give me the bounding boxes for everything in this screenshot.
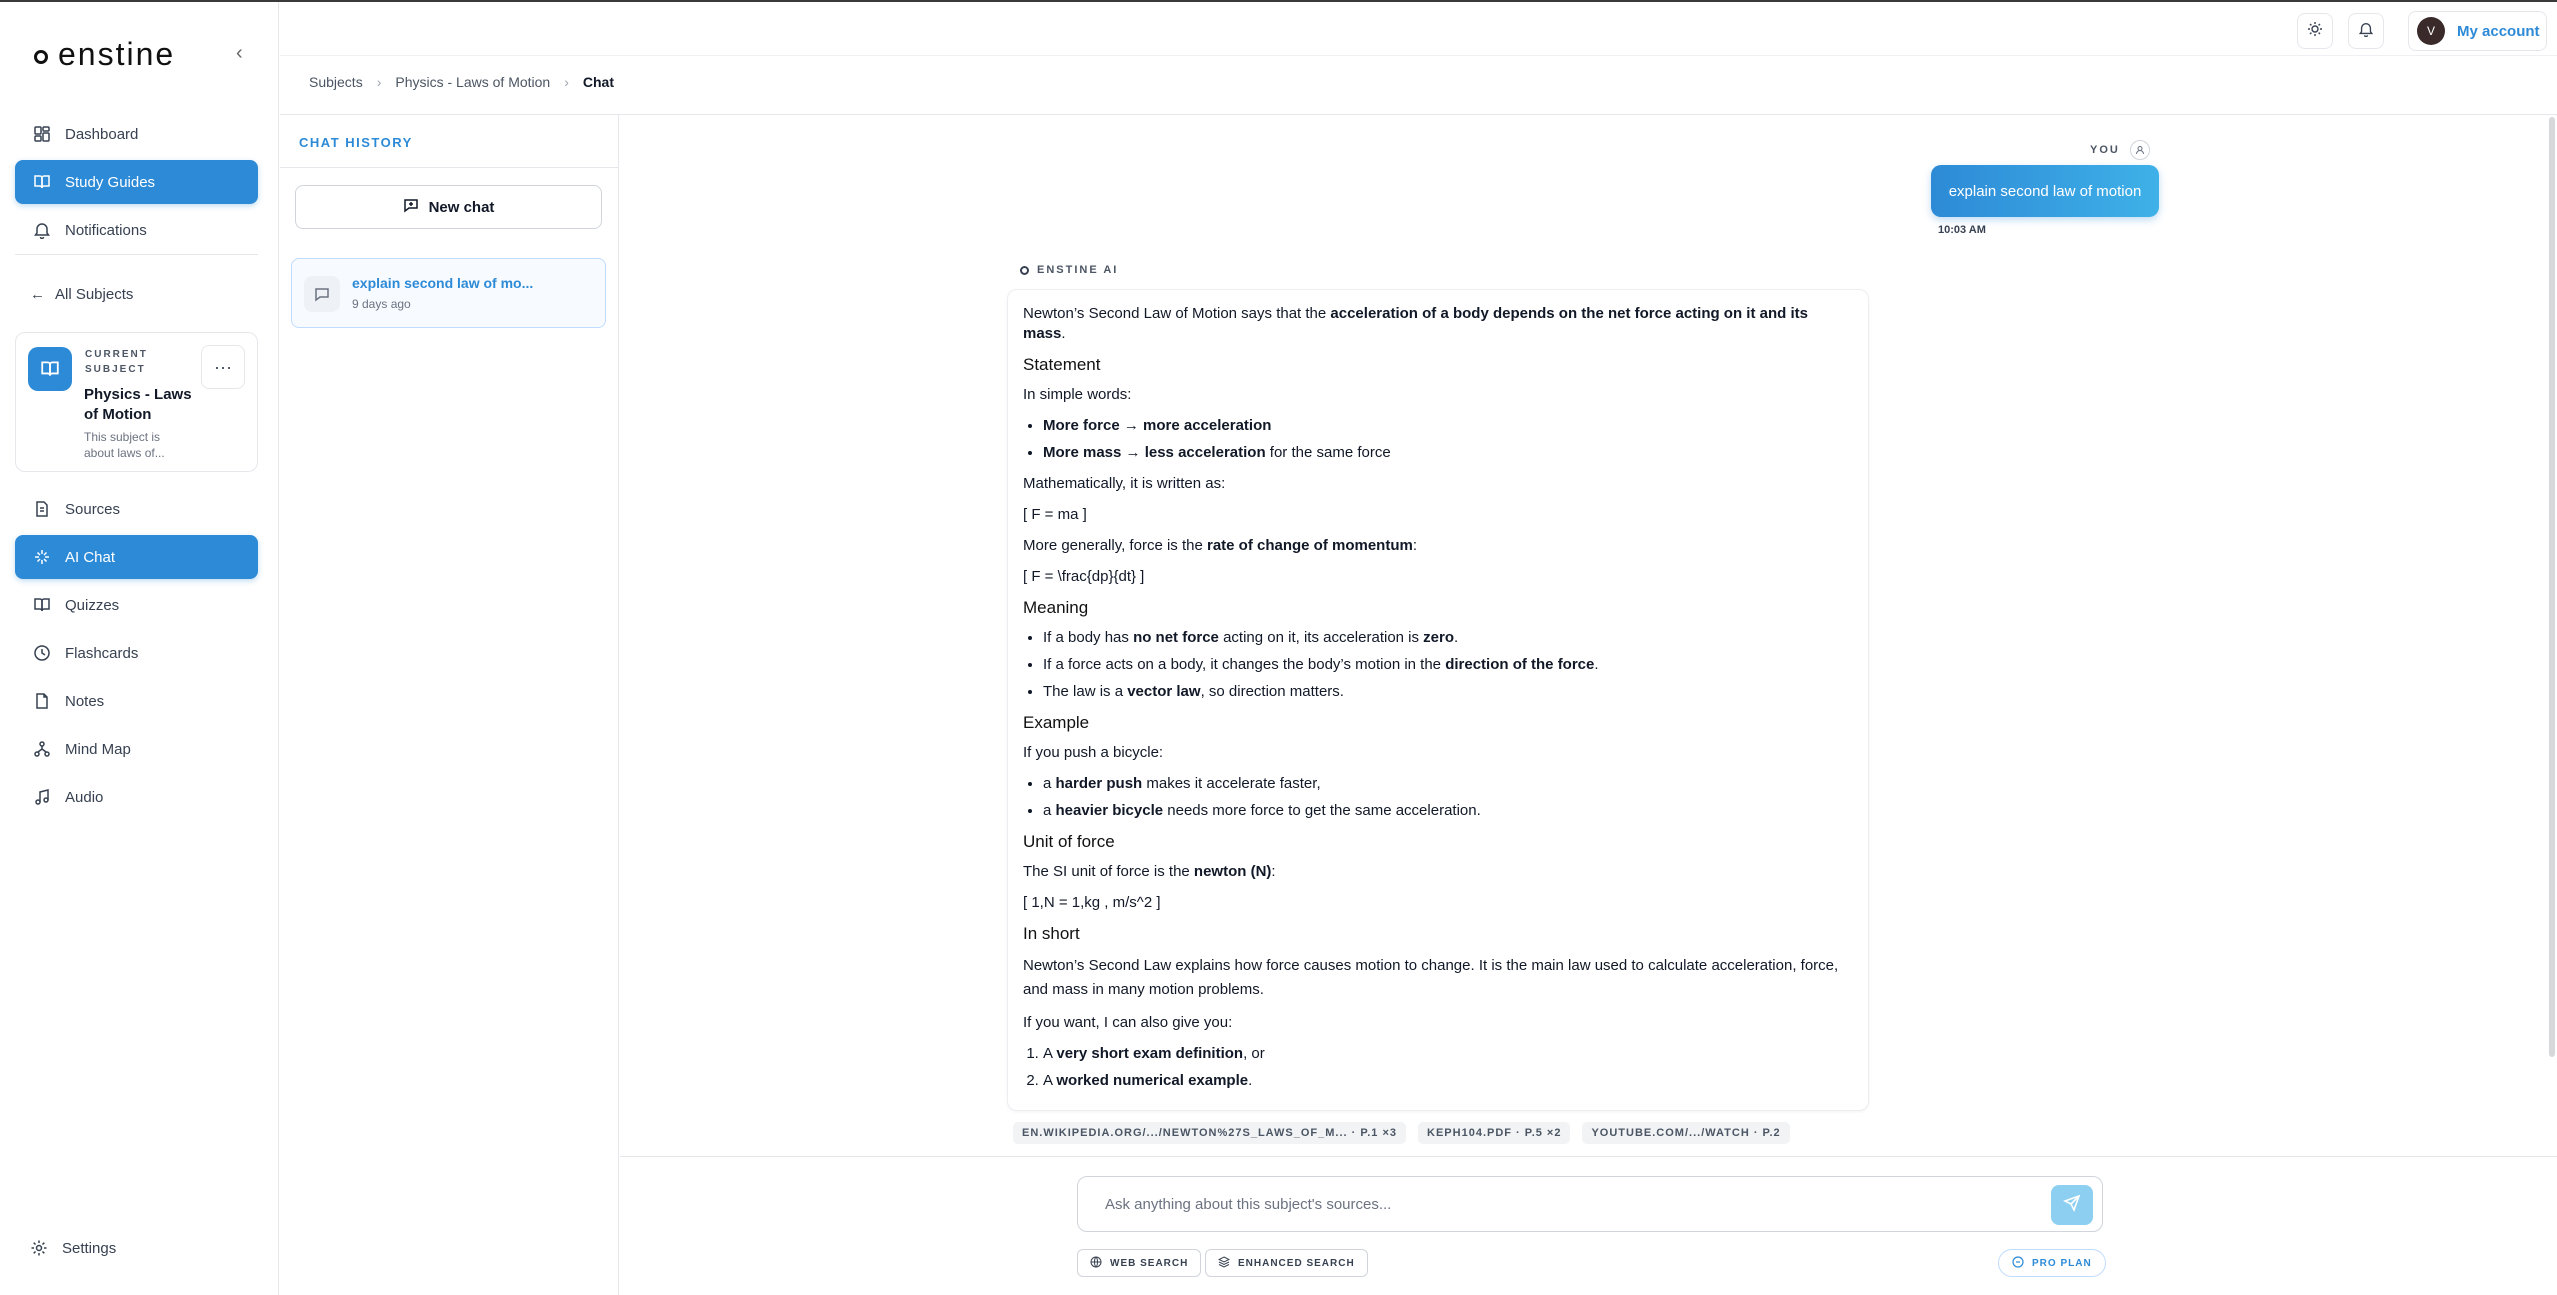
user-message-time: 10:03 AM — [1938, 224, 1986, 236]
notifications-button[interactable] — [2348, 13, 2384, 49]
chat-history-item[interactable] — [291, 258, 606, 328]
layers-icon — [1218, 1256, 1230, 1271]
breadcrumb — [309, 74, 614, 90]
brand-name: enstine — [58, 36, 176, 72]
chat-history-item-time: 9 days ago — [352, 297, 411, 311]
short-summary: Newton’s Second Law explains how force causes motion to change. It is the main law used to calculate acceleration, force, and mass in many motion problems. — [1023, 957, 1839, 998]
sidebar-divider — [15, 254, 258, 255]
info-circle-icon — [2012, 1256, 2024, 1271]
example-intro: If you push a bicycle: — [1023, 744, 1164, 761]
source-chip[interactable]: EN.WIKIPEDIA.ORG/.../NEWTON%27S_LAWS_OF_M... · P.1 ×3 — [1013, 1122, 1406, 1144]
sidebar-item-audio[interactable] — [15, 775, 258, 819]
assistant-message-card — [1007, 289, 1869, 1111]
chevron-right-icon: › — [564, 74, 569, 90]
sidebar-item-quizzes[interactable] — [15, 583, 258, 627]
sidebar-item-notifications[interactable] — [15, 208, 258, 252]
sidebar-item-label: Sources — [65, 500, 121, 518]
book-icon — [33, 173, 51, 191]
sidebar-item-label: Notes — [65, 692, 105, 710]
list-item: 2. A worked numerical example. — [1043, 1071, 1853, 1091]
book-icon — [28, 347, 72, 391]
sidebar-item-notes[interactable] — [15, 679, 258, 723]
breadcrumb-subject[interactable]: Physics - Laws of Motion — [395, 74, 551, 90]
current-subject-name: Physics - Laws of Motion — [84, 386, 192, 423]
enhanced-search-label: ENHANCED SEARCH — [1238, 1257, 1355, 1269]
web-search-toggle[interactable] — [1077, 1249, 1201, 1277]
pro-plan-label: PRO PLAN — [2032, 1257, 2092, 1269]
heading-example: Example — [1023, 713, 1090, 732]
user-icon — [2130, 140, 2150, 160]
breadcrumb-current: Chat — [582, 74, 615, 90]
statement-list — [1043, 416, 1853, 463]
sidebar-item-label: Flashcards — [65, 644, 139, 662]
heading-in-short: In short — [1023, 924, 1080, 943]
new-chat-button[interactable] — [295, 185, 602, 229]
brand-logo[interactable] — [34, 36, 175, 73]
mindmap-icon — [33, 740, 51, 758]
current-subject-card — [15, 332, 258, 472]
pro-plan-badge[interactable] — [1998, 1249, 2106, 1277]
logo-mark-icon — [34, 50, 48, 64]
current-subject-kicker: CURRENT SUBJECT — [85, 349, 148, 375]
top-bar — [280, 2, 2557, 56]
list-item: • More force → more acceleration — [1043, 416, 1853, 436]
my-account-label: My account — [2457, 22, 2540, 40]
list-item: • More mass → less acceleration for the same force — [1043, 443, 1853, 463]
message-input[interactable] — [1105, 1196, 2005, 1213]
general-statement: More generally, force is the rate of change of momentum: — [1023, 537, 1418, 554]
all-subjects-link[interactable] — [30, 286, 133, 303]
equation-1: [ F = ma ] — [1023, 506, 1087, 523]
chat-history-title: CHAT HISTORY — [299, 135, 413, 150]
my-account-button[interactable] — [2408, 11, 2547, 51]
assistant-label — [1020, 264, 1118, 276]
offer-text: If you want, I can also give you: — [1023, 1014, 1233, 1031]
heading-statement: Statement — [1023, 355, 1101, 374]
sparkle-icon — [33, 548, 51, 566]
sidebar-item-mind-map[interactable] — [15, 727, 258, 771]
clock-icon — [33, 644, 51, 662]
sidebar-item-label: Dashboard — [65, 125, 139, 143]
composer-divider — [620, 1156, 2557, 1157]
bell-icon — [33, 221, 51, 239]
globe-icon — [1090, 1256, 1102, 1271]
list-item: • If a force acts on a body, it changes the body’s motion in the direction of the force. — [1043, 655, 1853, 675]
source-chip[interactable]: YOUTUBE.COM/.../WATCH · P.2 — [1582, 1122, 1789, 1144]
chat-history-panel — [280, 115, 619, 1295]
chat-bubble-icon — [304, 276, 340, 312]
chat-scrollbar[interactable] — [2549, 117, 2555, 1057]
web-search-label: WEB SEARCH — [1110, 1257, 1189, 1269]
meaning-list — [1043, 628, 1853, 702]
assistant-logo-icon — [1020, 266, 1029, 275]
source-chip[interactable]: KEPH104.PDF · P.5 ×2 — [1418, 1122, 1570, 1144]
sidebar-item-label: AI Chat — [65, 548, 116, 566]
sidebar-item-label: Study Guides — [65, 173, 156, 191]
simple-words: In simple words: — [1023, 386, 1132, 403]
user-message-bubble: explain second law of motion — [1931, 165, 2159, 217]
sun-icon — [2307, 21, 2323, 42]
sidebar-item-label: Mind Map — [65, 740, 131, 758]
sidebar-item-sources[interactable] — [15, 487, 258, 531]
send-icon — [2063, 1194, 2081, 1217]
offer-list — [1043, 1044, 1853, 1091]
sidebar-item-ai-chat[interactable] — [15, 535, 258, 579]
note-icon — [33, 692, 51, 710]
equation-2: [ F = \frac{dp}{dt} ] — [1023, 568, 1145, 585]
sidebar-item-label: Audio — [65, 788, 104, 806]
example-list — [1043, 774, 1853, 821]
chat-history-item-title: explain second law of mo... — [352, 275, 534, 291]
answer-intro: Newton’s Second Law of Motion says that the acceleration of a body depends on the net force acting on it and its mass. — [1023, 305, 1808, 342]
bell-icon — [2358, 21, 2374, 42]
user-label — [2090, 140, 2150, 160]
gear-icon — [30, 1239, 48, 1257]
sidebar — [0, 2, 279, 1295]
sidebar-item-settings[interactable] — [30, 1239, 116, 1257]
theme-toggle-button[interactable] — [2297, 13, 2333, 49]
chevron-right-icon: › — [376, 74, 382, 90]
user-label-text: YOU — [2090, 144, 2120, 156]
new-chat-label: New chat — [428, 198, 495, 216]
send-button[interactable] — [2051, 1185, 2093, 1225]
list-item: • a harder push makes it accelerate faster, — [1043, 774, 1853, 794]
breadcrumb-subjects[interactable]: Subjects — [309, 74, 363, 90]
all-subjects-label: All Subjects — [55, 286, 134, 303]
current-subject-description: This subject is about laws of... — [84, 430, 165, 460]
assistant-label-text: ENSTINE AI — [1037, 264, 1119, 276]
heading-unit: Unit of force — [1023, 832, 1115, 851]
heading-meaning: Meaning — [1023, 598, 1089, 617]
list-item: 1. A very short exam definition, or — [1043, 1044, 1853, 1064]
collapse-sidebar-chevron-icon[interactable]: ‹ — [236, 42, 243, 64]
message-composer — [1077, 1176, 2103, 1232]
subject-more-options-button[interactable]: ··· — [201, 345, 245, 389]
sidebar-item-label: Notifications — [65, 221, 147, 239]
enhanced-search-toggle[interactable] — [1205, 1249, 1368, 1277]
chat-history-divider — [280, 167, 619, 168]
sidebar-item-flashcards[interactable] — [15, 631, 258, 675]
list-item: • a heavier bicycle needs more force to get the same acceleration. — [1043, 801, 1853, 821]
settings-label: Settings — [62, 1239, 117, 1257]
avatar: V — [2417, 17, 2445, 45]
sidebar-item-label: Quizzes — [65, 596, 120, 614]
equation-3: [ 1,N = 1,kg , m/s^2 ] — [1023, 894, 1161, 911]
book-open-icon — [33, 596, 51, 614]
music-icon — [33, 788, 51, 806]
chat-plus-icon — [403, 197, 419, 217]
arrow-left-icon: ← — [30, 286, 45, 303]
source-citations — [1013, 1122, 1790, 1144]
unit-text: The SI unit of force is the newton (N): — [1023, 863, 1276, 880]
math-intro: Mathematically, it is written as: — [1023, 475, 1226, 492]
sidebar-item-dashboard[interactable] — [15, 112, 258, 156]
breadcrumb-divider — [280, 114, 2557, 115]
sidebar-item-study-guides[interactable] — [15, 160, 258, 204]
list-item: • The law is a vector law, so direction matters. — [1043, 682, 1853, 702]
dashboard-icon — [33, 125, 51, 143]
file-icon — [33, 500, 51, 518]
list-item: • If a body has no net force acting on it, its acceleration is zero. — [1043, 628, 1853, 648]
